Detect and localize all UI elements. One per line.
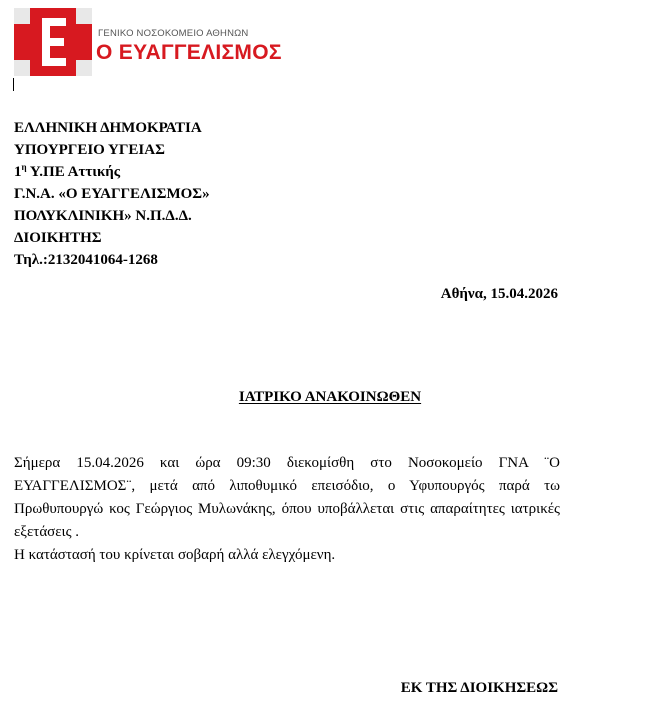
signature: ΕΚ ΤΗΣ ΔΙΟΙΚΗΣΕΩΣ xyxy=(400,680,558,696)
announcement-body xyxy=(14,452,560,567)
letterhead-line-hospital: Γ.Ν.Α. «Ο ΕΥΑΓΓΕΛΙΣΜΟΣ» xyxy=(14,186,210,202)
hospital-cross-logo-icon xyxy=(14,8,92,76)
letterhead-line-polyclinic: ΠΟΛΥΚΛΙΝΙΚΗ» Ν.Π.Δ.Δ. xyxy=(14,208,192,224)
letterhead-line-health-region xyxy=(14,161,210,183)
document-title xyxy=(0,389,660,406)
letterhead xyxy=(14,117,210,271)
logo-subtitle: ΓΕΝΙΚΟ ΝΟΣΟΚΟΜΕΙΟ ΑΘΗΝΩΝ xyxy=(98,28,249,39)
hospital-logo xyxy=(14,8,282,76)
region-name: Υ.ΠΕ Αττικής xyxy=(26,164,121,180)
region-number: 1 xyxy=(14,164,22,180)
letterhead-line-administration: ΔΙΟΙΚΗΤΗΣ xyxy=(14,230,102,246)
letterhead-line-phone: Τηλ.:2132041064-1268 xyxy=(14,252,158,268)
announcement-status: Η κατάστασή του κρίνεται σοβαρή αλλά ελεγχόμενη. xyxy=(14,547,336,563)
announcement-paragraph: Σήμερα 15.04.2026 και ώρα 09:30 διεκομίσθη στο Νοσοκομείο ΓΝΑ ¨Ο ΕΥΑΓΓΕΛΙΣΜΟΣ¨, μετά από λιποθυμικό επεισόδιο, ο Υφυπουργός παρά τω Πρωθυπουργώ κος Γεώργιος Μυλωνάκης, όπου υποβάλλεται στις απαραίτητες ιατρικές εξετάσεις . xyxy=(14,455,560,540)
logo-name: Ο ΕΥΑΓΓΕΛΙΣΜΟΣ xyxy=(96,41,282,64)
letterhead-line-ministry: ΥΠΟΥΡΓΕΙΟ ΥΓΕΙΑΣ xyxy=(14,142,165,158)
document-title-text: ΙΑΤΡΙΚΟ ΑΝΑΚΟΙΝΩΘΕΝ xyxy=(238,389,422,405)
letterhead-line-republic: ΕΛΛΗΝΙΚΗ ΔΗΜΟΚΡΑΤΙΑ xyxy=(14,120,202,136)
region-ordinal: η xyxy=(21,162,27,172)
document-date: Αθήνα, 15.04.2026 xyxy=(440,286,558,302)
text-cursor xyxy=(13,78,14,91)
